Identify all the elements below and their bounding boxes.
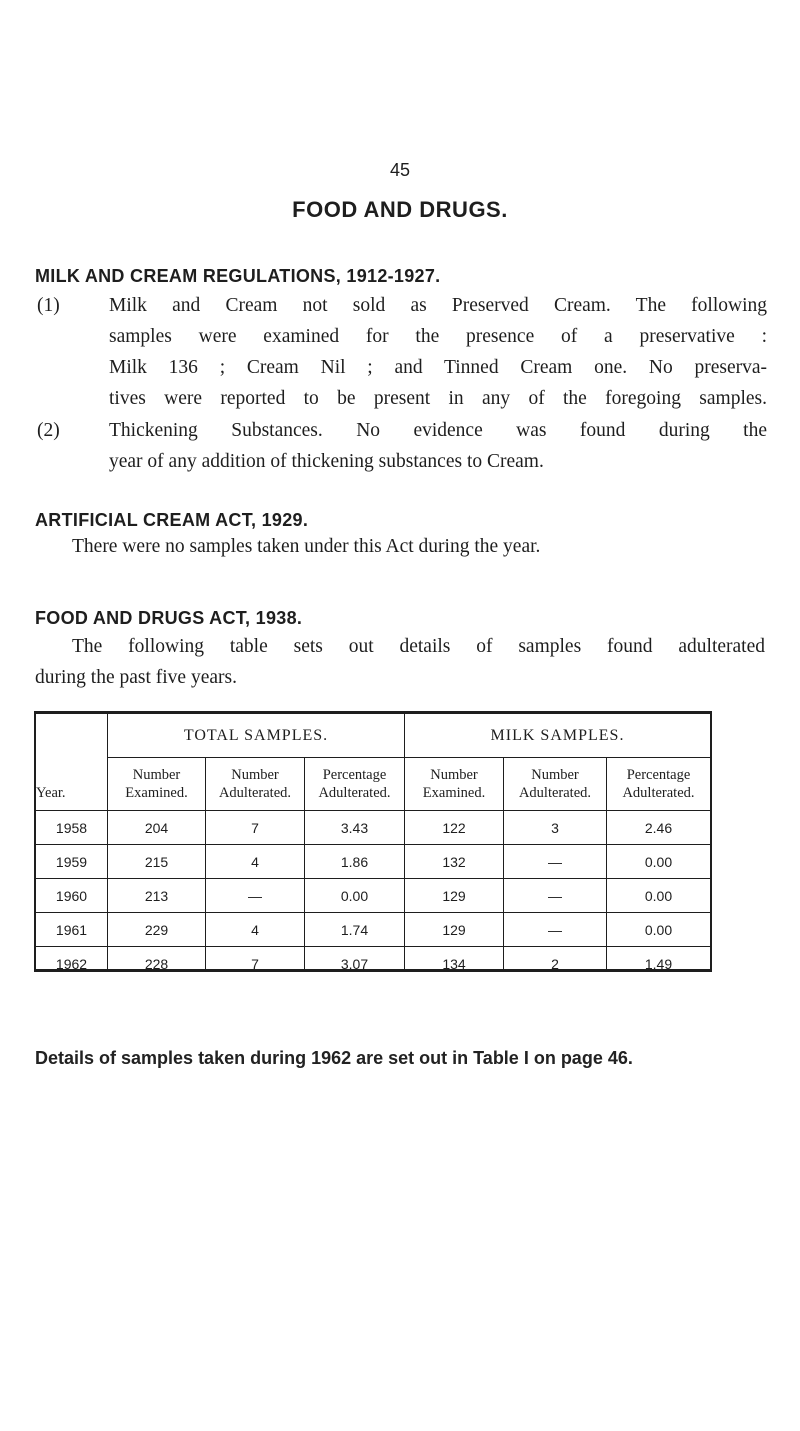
page-title: FOOD AND DRUGS. — [292, 197, 508, 222]
table-row-year: 1960 — [55, 887, 88, 904]
table-cell: 0.00 — [340, 887, 369, 904]
group-header-total-samples: TOTAL SAMPLES. — [183, 726, 329, 744]
item-number: (2) — [37, 420, 60, 441]
column-header-milk-percentage — [607, 758, 710, 810]
header-line: Number — [132, 767, 181, 783]
artificial-cream-text: There were no samples taken under this Act during the year. — [72, 536, 541, 557]
artificial-cream-heading: ARTIFICIAL CREAM ACT, 1929. — [35, 510, 309, 530]
header-line: Examined. — [422, 785, 486, 801]
group-header-milk-samples: MILK SAMPLES. — [490, 726, 625, 744]
food-drugs-text — [35, 631, 765, 693]
table-cell: 4 — [251, 921, 259, 938]
column-header-milk-examined — [405, 758, 503, 810]
table-cell: — — [248, 887, 262, 904]
table-cell: 134 — [442, 955, 466, 972]
header-line: Adulterated. — [622, 785, 695, 801]
text-line: during the past five years. — [35, 667, 237, 688]
table-cell: 1.74 — [340, 921, 369, 938]
table-cell: 229 — [144, 921, 169, 938]
header-line: Number — [531, 767, 579, 783]
milk-cream-heading: MILK AND CREAM REGULATIONS, 1912-1927. — [35, 266, 441, 286]
table-cell: 3.43 — [340, 819, 369, 836]
text-line: year of any addition of thickening substances to Cream. — [109, 451, 544, 472]
table-cell: 4 — [251, 853, 259, 870]
item-number: (1) — [37, 295, 60, 316]
table-row-year: 1958 — [55, 819, 88, 836]
table-cell: 213 — [144, 887, 169, 904]
table-cell: 0.00 — [644, 853, 673, 870]
column-header-total-adulterated — [206, 758, 304, 810]
table-cell: 2.46 — [644, 819, 673, 836]
text-line: Thickening Substances. No evidence was found during the — [109, 420, 767, 441]
table-cell: 204 — [144, 819, 169, 836]
header-line: Examined. — [125, 785, 188, 801]
text-line: Milk and Cream not sold as Preserved Cream. The following — [109, 295, 767, 316]
table-cell: 3.07 — [340, 955, 369, 972]
item-text — [109, 290, 767, 414]
table-row-year: 1959 — [55, 853, 88, 870]
column-header-milk-adulterated — [504, 758, 606, 810]
table-cell: 7 — [251, 955, 259, 972]
table-row-year: 1961 — [55, 921, 88, 938]
text-line: tives were reported to be present in any of the foregoing samples. — [109, 388, 767, 409]
table-cell: 215 — [144, 853, 169, 870]
table-cell: 1.86 — [340, 853, 369, 870]
food-drugs-heading: FOOD AND DRUGS ACT, 1938. — [35, 608, 303, 628]
table-cell: 129 — [442, 887, 466, 904]
table-cell: 132 — [442, 853, 466, 870]
column-header-total-examined — [108, 758, 205, 810]
header-line: Number — [430, 767, 478, 783]
table-cell: 3 — [551, 819, 559, 836]
table-cell: 1.49 — [644, 955, 673, 972]
column-header-year: Year. — [36, 785, 66, 801]
header-line: Number — [231, 767, 279, 783]
table-cell: 129 — [442, 921, 466, 938]
table-cell: — — [548, 853, 562, 870]
header-line: Percentage — [626, 767, 691, 783]
text-line: samples were examined for the presence of a preservative : — [109, 326, 767, 347]
table-cell: 2 — [551, 955, 559, 972]
page-number: 45 — [389, 160, 411, 180]
column-header-total-percentage — [305, 758, 404, 810]
table-cell: 7 — [251, 819, 259, 836]
text-line: The following table sets out details of samples found adulterated — [72, 636, 765, 657]
table-row-year: 1962 — [55, 955, 88, 972]
table-cell: — — [548, 887, 562, 904]
text-line: Milk 136 ; Cream Nil ; and Tinned Cream one. No preserva- — [109, 357, 767, 378]
table-cell: 0.00 — [644, 887, 673, 904]
header-line: Adulterated. — [218, 785, 292, 801]
item-text — [109, 415, 767, 477]
header-line: Adulterated. — [518, 785, 592, 801]
table-cell: 228 — [144, 955, 169, 972]
header-line: Percentage — [322, 767, 387, 783]
table-cell: 0.00 — [644, 921, 673, 938]
table-cell: — — [548, 921, 562, 938]
footer-note: Details of samples taken during 1962 are set out in Table I on page 46. — [35, 1048, 633, 1068]
header-line: Adulterated. — [318, 785, 391, 801]
adulteration-table — [34, 711, 712, 972]
table-cell: 122 — [442, 819, 466, 836]
